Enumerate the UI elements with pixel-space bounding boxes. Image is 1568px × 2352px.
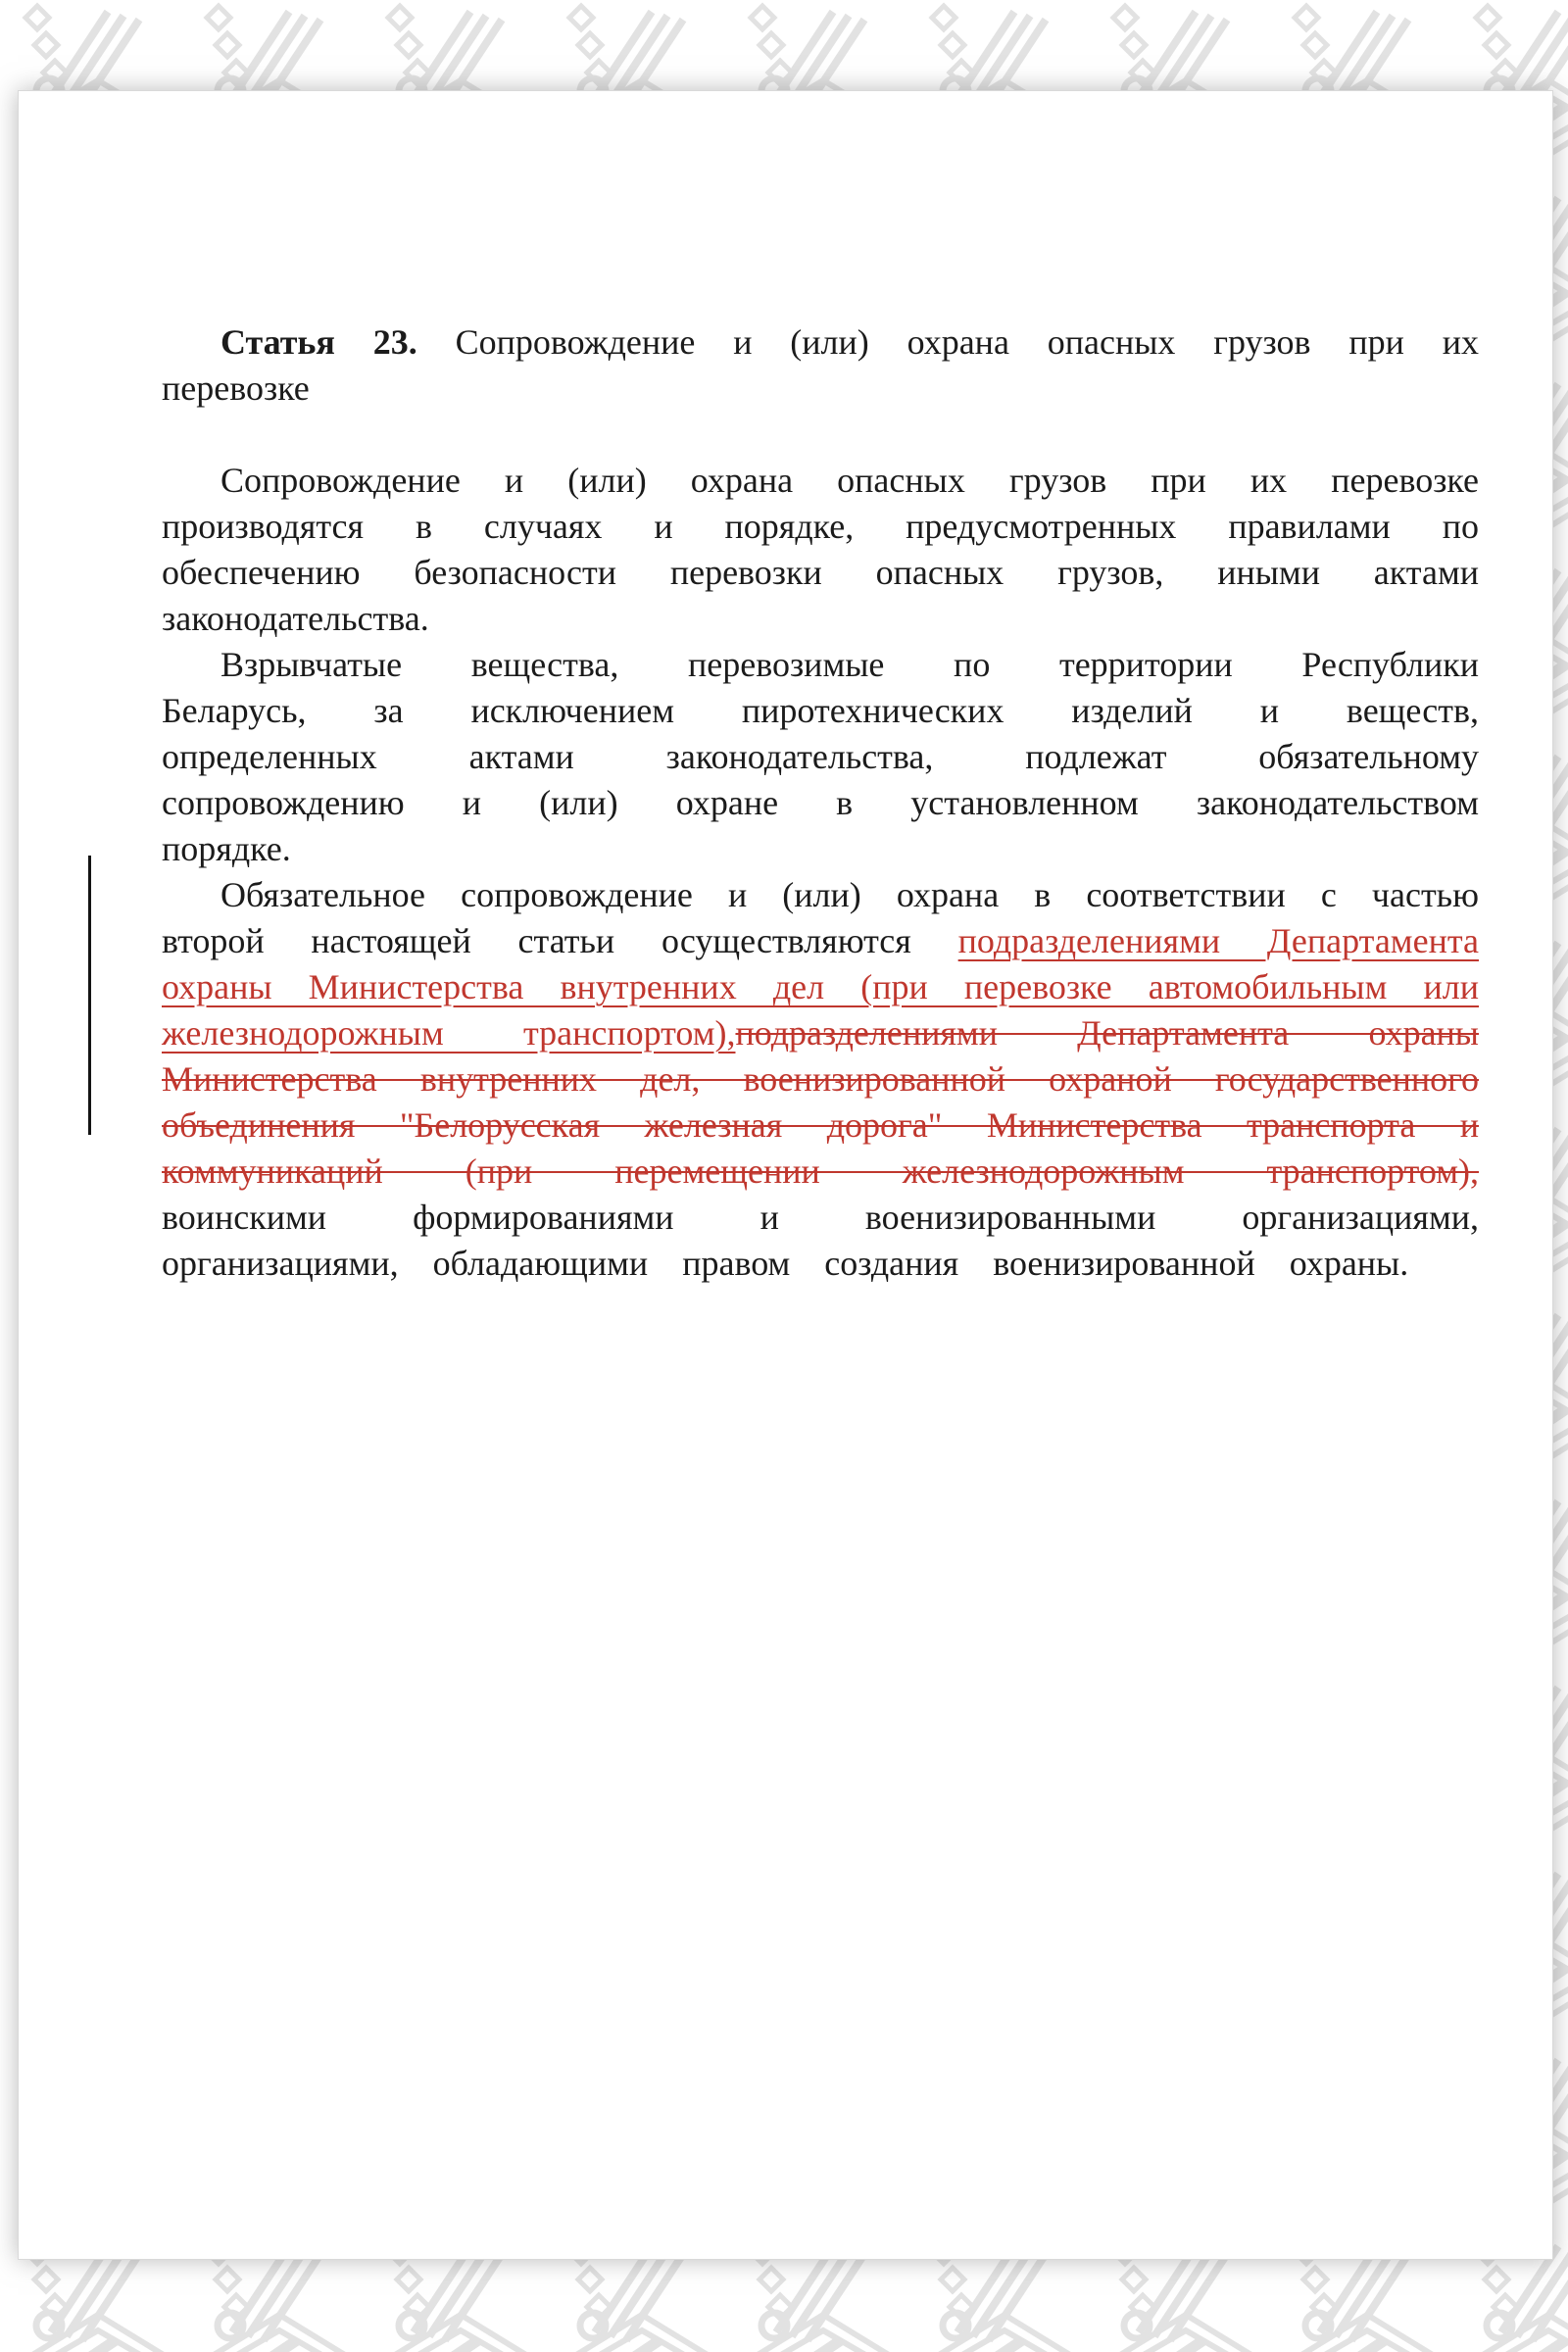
inserted-text: подразделениями Департамента охраны Министерства внутренних дел (при перевозке автомобильным или железнодорожным транспортом), [162, 921, 1479, 1053]
document-page [18, 90, 1553, 2260]
article-number: Статья 23. [220, 322, 417, 362]
article-heading-text: Сопровождение и (или) охрана опасных грузов при их перевозке [162, 322, 1479, 408]
article-heading [162, 319, 1479, 412]
paragraph-3-amended [162, 872, 1479, 1287]
document-body [19, 91, 1552, 1287]
paragraph-1 [162, 458, 1479, 642]
paragraph-2-text: Взрывчатые вещества, перевозимые по территории Республики Беларусь, за исключением пиротехнических изделий и веществ, определенных актами законодательства, подлежат обязательному сопровождению и (или) охране в установленном законодательством порядке. [162, 645, 1479, 868]
paragraph-2 [162, 642, 1479, 872]
paragraph-1-text: Сопровождение и (или) охрана опасных грузов при их перевозке производятся в случаях и порядке, предусмотренных правилами по обеспечению безопасности перевозки опасных грузов, иными актами законодательства. [162, 461, 1479, 638]
amended-lead-text: Обязательное сопровождение и (или) охрана в соответствии с частью второй настоящей статьи осуществляются [162, 875, 1479, 960]
deleted-text: подразделениями Департамента охраны Министерства внутренних дел, военизированной охраной государственного объединения "Белорусская железная дорога" Министерства транспорта и коммуникаций (при перемещении железнодорожным транспортом), [162, 1013, 1479, 1191]
amended-tail-text: воинскими формированиями и военизированными организациями, организациями, обладающими правом создания военизированной охраны. [162, 1198, 1479, 1283]
